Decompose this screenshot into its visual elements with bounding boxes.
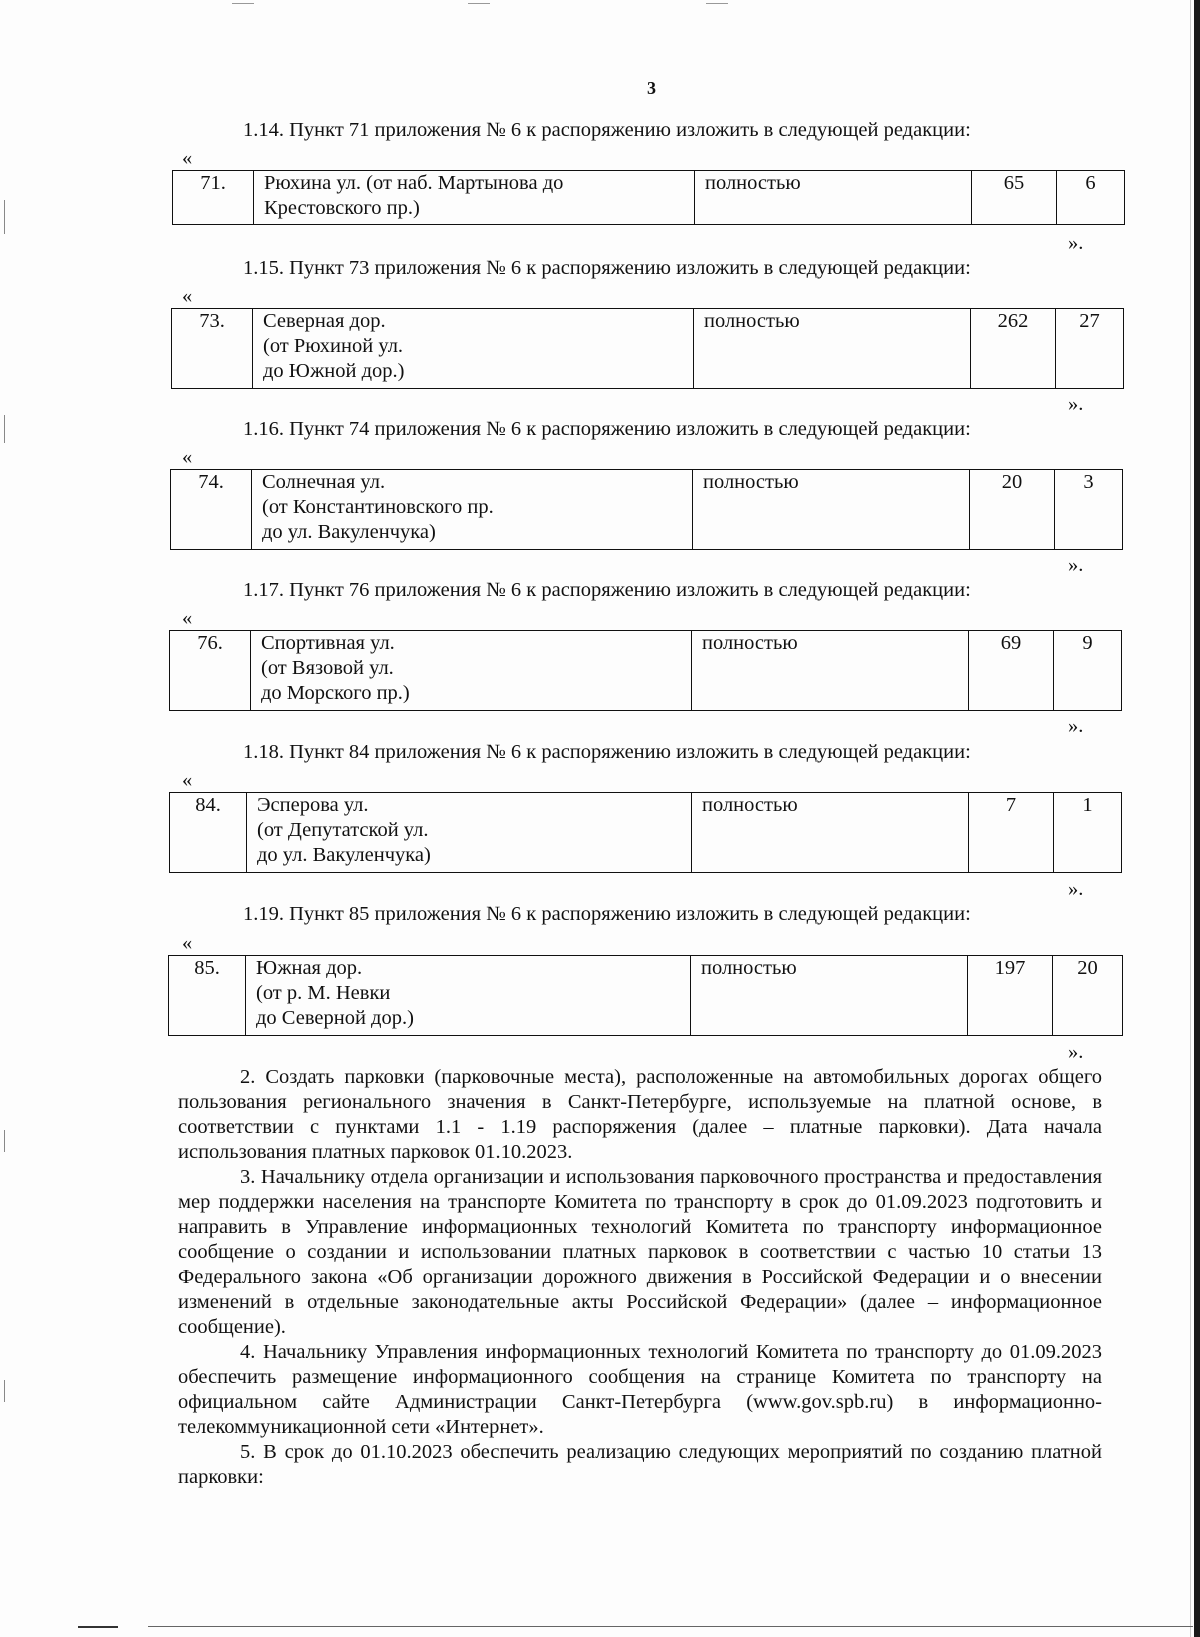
street-name-line: Спортивная ул. <box>261 632 395 654</box>
scan-mark <box>148 1626 1193 1627</box>
street-name-line: до Северной дор.) <box>256 1007 414 1029</box>
close-quote: ». <box>1068 554 1084 576</box>
scan-edge <box>1194 0 1200 1637</box>
value-col5: 1 <box>1054 793 1122 873</box>
table-row <box>173 171 1125 225</box>
value-col4: 7 <box>969 793 1054 873</box>
street-name-line: (от Депутатской ул. <box>257 819 429 841</box>
close-quote: ». <box>1068 393 1084 415</box>
street-name <box>251 631 692 711</box>
close-quote: ». <box>1068 878 1084 900</box>
amendment-table <box>168 955 1123 1036</box>
value-col5: 9 <box>1054 631 1122 711</box>
scan-mark <box>4 1130 5 1152</box>
street-name-line: до ул. Вакуленчука) <box>257 844 431 866</box>
open-quote: « <box>182 607 193 629</box>
street-name-line: (от Вязовой ул. <box>261 657 394 679</box>
street-name <box>246 956 691 1036</box>
paragraph-5: 5. В срок до 01.10.2023 обеспечить реализацию следующих мероприятий по созданию платной парковки: <box>178 1441 1102 1488</box>
item-number: 74. <box>171 470 252 550</box>
open-quote: « <box>182 446 193 468</box>
street-name <box>254 171 695 225</box>
open-quote: « <box>182 147 193 169</box>
scope: полностью <box>692 793 969 873</box>
value-col4: 197 <box>968 956 1053 1036</box>
open-quote: « <box>182 285 193 307</box>
value-col5: 20 <box>1053 956 1123 1036</box>
page-number: 3 <box>647 78 656 98</box>
scan-mark <box>468 3 490 4</box>
scan-mark <box>4 415 5 443</box>
street-name-line: Эсперова ул. <box>257 794 369 816</box>
paragraph-2: 2. Создать парковки (парковочные места), расположенные на автомобильных дорогах общего пользования регионального значения в Санкт-Петербурге, используемые на платной основе, в соответствии с пунктами 1.1 - 1.19 распоряжения (далее – платные парковки). Дата начала использования платных парковок 01.10.2023. <box>178 1066 1102 1163</box>
section-heading: 1.19. Пункт 85 приложения № 6 к распоряжению изложить в следующей редакции: <box>243 903 971 925</box>
value-col4: 262 <box>971 309 1056 389</box>
table-row <box>169 956 1123 1036</box>
value-col5: 6 <box>1057 171 1125 225</box>
paragraph-3: 3. Начальнику отдела организации и использования парковочного пространства и предоставления мер поддержки населения на транспорте Комитета по транспорту в срок до 01.09.2023 подготовить и направить в Управление информационных технологий Комитета по транспорту информационное сообщение о создании и использовании платных парковок в соответствии с частью 10 статьи 13 Федерального закона «Об организации дорожного движения в Российской Федерации и о внесении изменений в отдельные законодательные акты Российской Федерации» (далее – информационное сообщение). <box>178 1166 1102 1338</box>
street-name-line: Крестовского пр.) <box>264 197 420 219</box>
street-name-line: (от р. М. Невки <box>256 982 391 1004</box>
value-col4: 69 <box>969 631 1054 711</box>
table-row <box>172 309 1124 389</box>
open-quote: « <box>182 769 193 791</box>
scan-mark <box>4 200 5 234</box>
scan-mark <box>232 3 254 4</box>
scan-mark <box>4 1380 5 1402</box>
scope: полностью <box>694 309 971 389</box>
close-quote: ». <box>1068 1041 1084 1063</box>
street-name-line: до ул. Вакуленчука) <box>262 521 436 543</box>
item-number: 85. <box>169 956 246 1036</box>
street-name-line: Северная дор. <box>263 310 386 332</box>
scan-edge-inner <box>1190 0 1191 1637</box>
close-quote: ». <box>1068 715 1084 737</box>
amendment-table <box>172 170 1125 225</box>
street-name-line: (от Рюхиной ул. <box>263 335 404 357</box>
close-quote: ». <box>1068 232 1084 254</box>
street-name-line: Южная дор. <box>256 957 363 979</box>
street-name-line: до Южной дор.) <box>263 360 405 382</box>
section-heading: 1.17. Пункт 76 приложения № 6 к распоряжению изложить в следующей редакции: <box>243 579 971 601</box>
amendment-table <box>169 792 1122 873</box>
street-name-line: (от Константиновского пр. <box>262 496 494 518</box>
body-text <box>178 1065 1102 1490</box>
section-heading: 1.14. Пункт 71 приложения № 6 к распоряжению изложить в следующей редакции: <box>243 119 971 141</box>
street-name-line: Рюхина ул. (от наб. Мартынова до <box>264 172 564 194</box>
amendment-table <box>171 308 1124 389</box>
value-col5: 3 <box>1055 470 1123 550</box>
item-number: 84. <box>170 793 247 873</box>
street-name-line: Солнечная ул. <box>262 471 386 493</box>
scope: полностью <box>692 631 969 711</box>
table-row <box>171 470 1123 550</box>
item-number: 73. <box>172 309 253 389</box>
value-col5: 27 <box>1056 309 1124 389</box>
scope: полностью <box>693 470 970 550</box>
table-row <box>170 631 1122 711</box>
value-col4: 65 <box>972 171 1057 225</box>
scan-mark <box>78 1626 118 1628</box>
item-number: 71. <box>173 171 254 225</box>
scope: полностью <box>695 171 972 225</box>
section-heading: 1.16. Пункт 74 приложения № 6 к распоряжению изложить в следующей редакции: <box>243 418 971 440</box>
scan-mark <box>706 3 728 4</box>
section-heading: 1.18. Пункт 84 приложения № 6 к распоряжению изложить в следующей редакции: <box>243 741 971 763</box>
amendment-table <box>169 630 1122 711</box>
open-quote: « <box>182 932 193 954</box>
amendment-table <box>170 469 1123 550</box>
scope: полностью <box>691 956 968 1036</box>
value-col4: 20 <box>970 470 1055 550</box>
item-number: 76. <box>170 631 251 711</box>
table-row <box>170 793 1122 873</box>
paragraph-4: 4. Начальнику Управления информационных технологий Комитета по транспорту до 01.09.2023 обеспечить размещение информационного сообщения на странице Комитета по транспорту на официальном сайте Администрации Санкт-Петербурга (www.gov.spb.ru) в информационно-телекоммуникационной сети «Интернет». <box>178 1341 1102 1438</box>
street-name <box>247 793 692 873</box>
section-heading: 1.15. Пункт 73 приложения № 6 к распоряжению изложить в следующей редакции: <box>243 257 971 279</box>
street-name <box>252 470 693 550</box>
street-name-line: до Морского пр.) <box>261 682 410 704</box>
street-name <box>253 309 694 389</box>
